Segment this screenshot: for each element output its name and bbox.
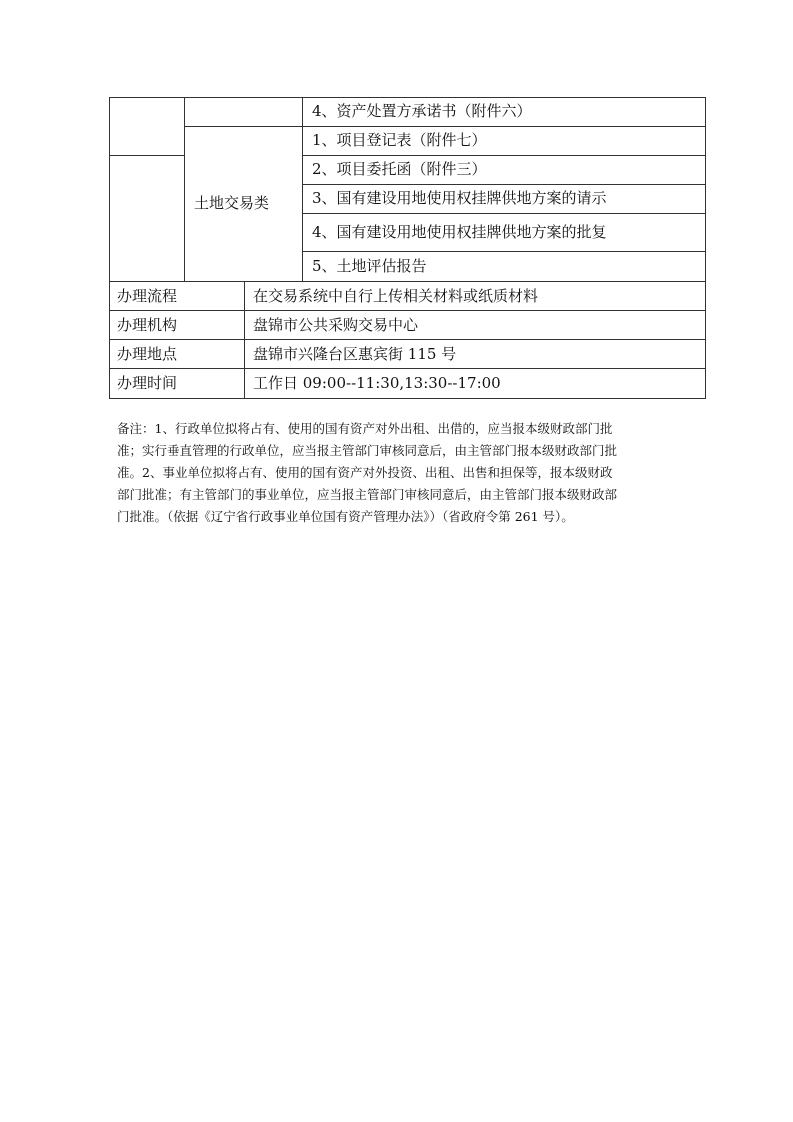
remarks-note (117, 418, 692, 528)
note-line: 门批准。（依据《辽宁省行政事业单位国有资产管理办法》）（省政府令第 261 号）。 (117, 509, 574, 524)
note-line: 准；实行垂直管理的行政单位，应当报主管部门审核同意后，由主管部门报本级财政部门批 (117, 443, 618, 458)
land-item: 4、国有建设用地使用权挂牌供地方案的批复 (312, 223, 607, 241)
row-label-location: 办理地点 (117, 345, 178, 363)
land-item: 3、国有建设用地使用权挂牌供地方案的请示 (312, 189, 607, 207)
land-item: 5、土地评估报告 (312, 257, 427, 275)
row-label-agency: 办理机构 (117, 316, 178, 334)
land-category-label: 土地交易类 (194, 194, 270, 212)
row-value-agency: 盘锦市公共采购交易中心 (253, 316, 419, 334)
note-line: 准。2、事业单位拟将占有、使用的国有资产对外投资、出租、出售和担保等，报本级财政 (117, 465, 613, 480)
row-value-process: 在交易系统中自行上传相关材料或纸质材料 (253, 287, 539, 305)
row-value-hours: 工作日 09:00--11:30,13:30--17:00 (253, 374, 501, 392)
note-line: 部门批准；有主管部门的事业单位，应当报主管部门审核同意后，由主管部门报本级财政部 (117, 487, 618, 502)
row-value-location: 盘锦市兴隆台区惠宾街 115 号 (253, 345, 457, 363)
row-label-hours: 办理时间 (117, 374, 178, 392)
note-line: 备注：1、行政单位拟将占有、使用的国有资产对外出租、出借的，应当报本级财政部门批 (117, 421, 613, 436)
asset-disposal-commitment-item: 4、资产处置方承诺书（附件六） (312, 102, 532, 120)
row-label-process: 办理流程 (117, 287, 178, 305)
land-item: 1、项目登记表（附件七） (312, 131, 487, 149)
land-item: 2、项目委托函（附件三） (312, 160, 487, 178)
